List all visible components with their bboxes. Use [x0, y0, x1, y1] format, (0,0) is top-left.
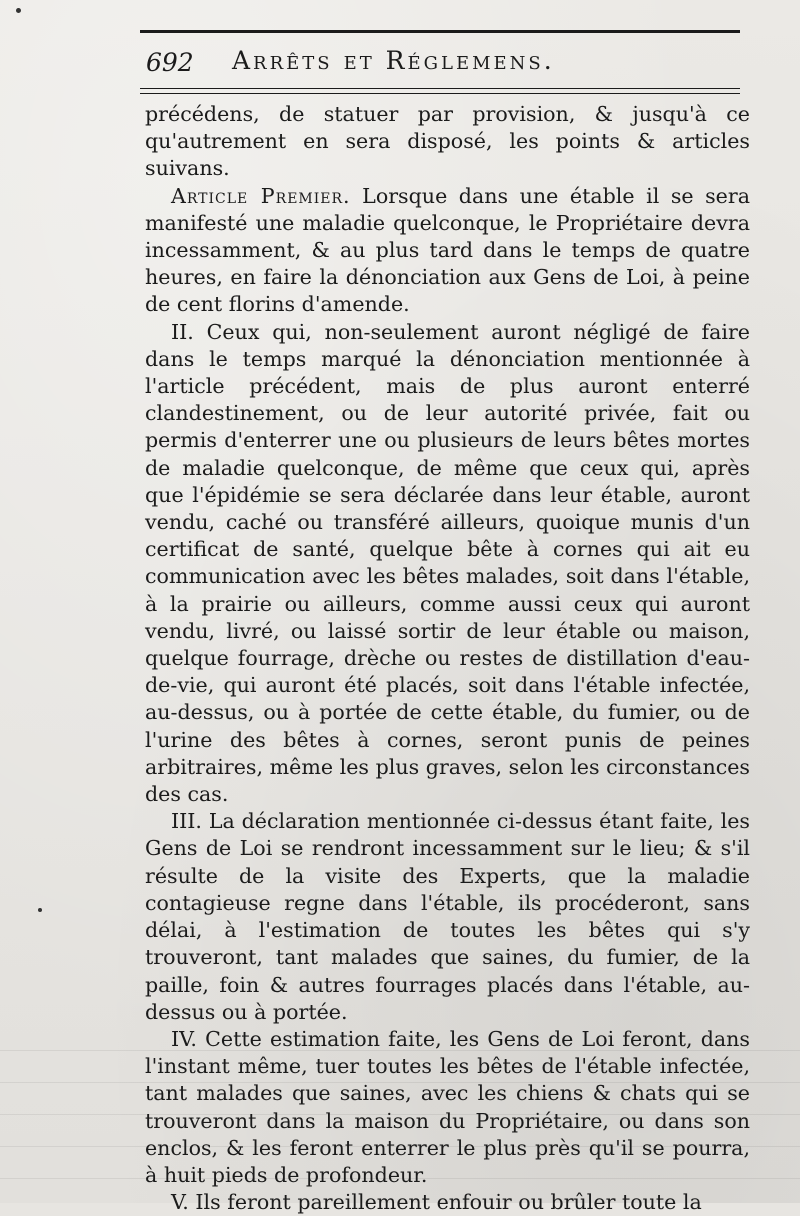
article-text: Cette estimation faite, les Gens de Loi feront, dans l'instant même, tuer toutes les bêtes de l'étable infectée, tant malades que saines, avec les chiens & chats qui se trouveront dans la maison du Propriétaire, ou dans son enclos, & les feront enterrer le plus près qu'il se pourra, à huit pieds de profondeur. [145, 1026, 750, 1187]
article-label: III. [171, 809, 202, 834]
article-label: Article Premier. [171, 183, 351, 208]
article-text: Ceux qui, non-seulement auront négligé de faire dans le temps marqué la dénonciation mentionnée à l'article précédent, mais de plus auront enterré clandestinement, ou de leur autorité privée, fait ou permis d'enterrer une ou plusieurs de leurs bêtes mortes de maladie quelconque, de même que ceux qui, après que l'épidémie se sera déclarée dans leur étable, auront vendu, caché ou transféré ailleurs, quoique munis d'un certificat de santé, quelque bête à cornes qui ait eu communication avec les bêtes malades, soit dans l'étable, à la prairie ou ailleurs, comme aussi ceux qui auront vendu, livré, ou laissé sortir de leur étable ou maison, quelque fourrage, drèche ou restes de distillation d'eau-de-vie, qui auront été placés, soit dans l'étable infectée, au-dessus, ou à portée de cette étable, du fumier, ou de l'urine des bêtes à cornes, seront punis de peines arbitraires, même les plus graves, selon les circonstances des cas. [145, 319, 750, 807]
page-number: 692 [146, 48, 194, 77]
header-rule-top [140, 30, 740, 33]
article-text: Lorsque dans une étable il se sera manifesté une maladie quelconque, le Propriétaire devra incessamment, & au plus tard dans le temps de quatre heures, en faire la dénonciation aux Gens de Loi, à peine de cent florins d'amende. [145, 183, 750, 317]
article-2 [145, 319, 750, 809]
article-1 [145, 183, 750, 319]
header-rule-bottom [140, 88, 740, 94]
article-text: Ils feront pareillement enfouir ou brûler toute la [195, 1190, 702, 1215]
article-label: IV. [171, 1026, 197, 1051]
article-label: II. [171, 319, 194, 344]
article-4 [145, 1026, 750, 1189]
running-head: Arrêts et Réglemens. [232, 46, 555, 75]
body-text [145, 101, 750, 1216]
page-header [140, 30, 740, 100]
article-3 [145, 808, 750, 1026]
ink-speck [16, 8, 21, 13]
continuation-paragraph: précédens, de statuer par provision, & jusqu'à ce qu'autrement en sera disposé, les points & articles suivans. [145, 102, 750, 181]
article-label: V. [171, 1190, 189, 1215]
article-text: La déclaration mentionnée ci-dessus étant faite, les Gens de Loi se rendront incessamment sur le lieu; & s'il résulte de la visite des Experts, que la maladie contagieuse regne dans l'étable, ils procéderont, sans délai, à l'estimation de toutes les bêtes qui s'y trouveront, tant malades que saines, du fumier, de la paille, foin & autres fourrages placés dans l'étable, au-dessus ou à portée. [145, 809, 750, 1024]
ink-speck [38, 908, 42, 912]
